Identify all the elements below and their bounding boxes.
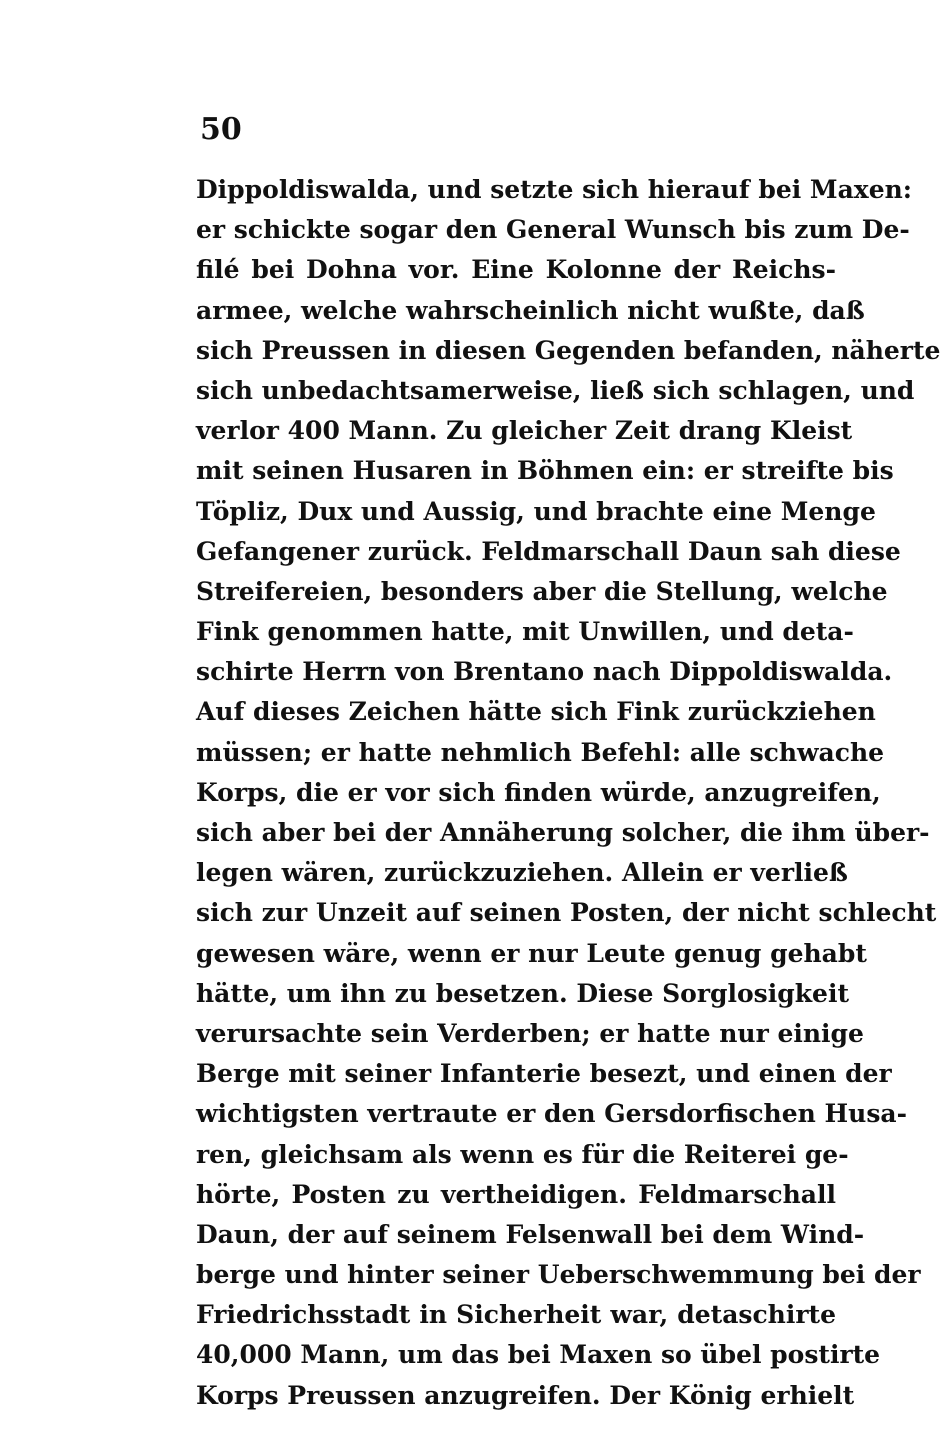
body-text: [196, 170, 940, 1416]
text-line: Berge mit seiner Infanterie besezt, und einen der: [196, 1059, 892, 1089]
text-line: filé bei Dohna vor. Eine Kolonne der Reichs-: [196, 255, 836, 285]
text-line: Friedrichsstadt in Sicherheit war, detaschirte: [196, 1300, 836, 1330]
text-line: hätte, um ihn zu besetzen. Diese Sorglosigkeit: [196, 978, 849, 1008]
text-line: gewesen wäre, wenn er nur Leute genug gehabt: [196, 938, 867, 968]
text-line: schirte Herrn von Brentano nach Dippoldiswalda.: [196, 657, 893, 687]
text-line: Töpliz, Dux und Aussig, und brachte eine Menge: [196, 496, 876, 526]
text-line: verlor 400 Mann. Zu gleicher Zeit drang Kleist: [196, 416, 853, 446]
text-line: mit seinen Husaren in Böhmen ein: er streifte bis: [196, 456, 894, 486]
text-line: hörte, Posten zu vertheidigen. Feldmarschall: [196, 1179, 836, 1209]
text-line: armee, welche wahrscheinlich nicht wußte, daß: [196, 295, 865, 325]
text-line: 40,000 Mann, um das bei Maxen so übel postirte: [196, 1340, 881, 1370]
text-line: Daun, der auf seinem Felsenwall bei dem Wind-: [196, 1219, 865, 1249]
text-line: sich Preussen in diesen Gegenden befanden, näherte: [196, 335, 940, 365]
text-line: Gefangener zurück. Feldmarschall Daun sah diese: [196, 536, 901, 566]
text-line: Dippoldiswalda, und setzte sich hierauf bei Maxen:: [196, 175, 913, 204]
text-line: Korps, die er vor sich finden würde, anzugreifen,: [196, 777, 881, 807]
text-line: verursachte sein Verderben; er hatte nur einige: [196, 1018, 864, 1048]
text-line: Fink genommen hatte, mit Unwillen, und deta-: [196, 617, 854, 647]
text-line: Korps Preussen anzugreifen. Der König erhielt: [196, 1380, 855, 1410]
text-line: ren, gleichsam als wenn es für die Reiterei ge-: [196, 1139, 849, 1169]
text-line: sich aber bei der Annäherung solcher, die ihm über-: [196, 818, 930, 847]
text-line: müssen; er hatte nehmlich Befehl: alle schwache: [196, 737, 885, 767]
text-line: Streifereien, besonders aber die Stellung, welche: [196, 576, 888, 606]
text-line: berge und hinter seiner Ueberschwemmung bei der: [196, 1260, 921, 1290]
text-line: er schickte sogar den General Wunsch bis zum De-: [196, 215, 910, 245]
text-line: Auf dieses Zeichen hätte sich Fink zurückziehen: [196, 697, 876, 727]
text-line: wichtigsten vertraute er den Gersdorfischen Husa-: [196, 1099, 907, 1129]
text-line: sich unbedachtsamerweise, ließ sich schlagen, und: [196, 375, 915, 405]
page-number: 50: [200, 112, 242, 147]
text-line: sich zur Unzeit auf seinen Posten, der nicht schlecht: [196, 898, 937, 928]
text-line: legen wären, zurückzuziehen. Allein er verließ: [196, 858, 848, 888]
